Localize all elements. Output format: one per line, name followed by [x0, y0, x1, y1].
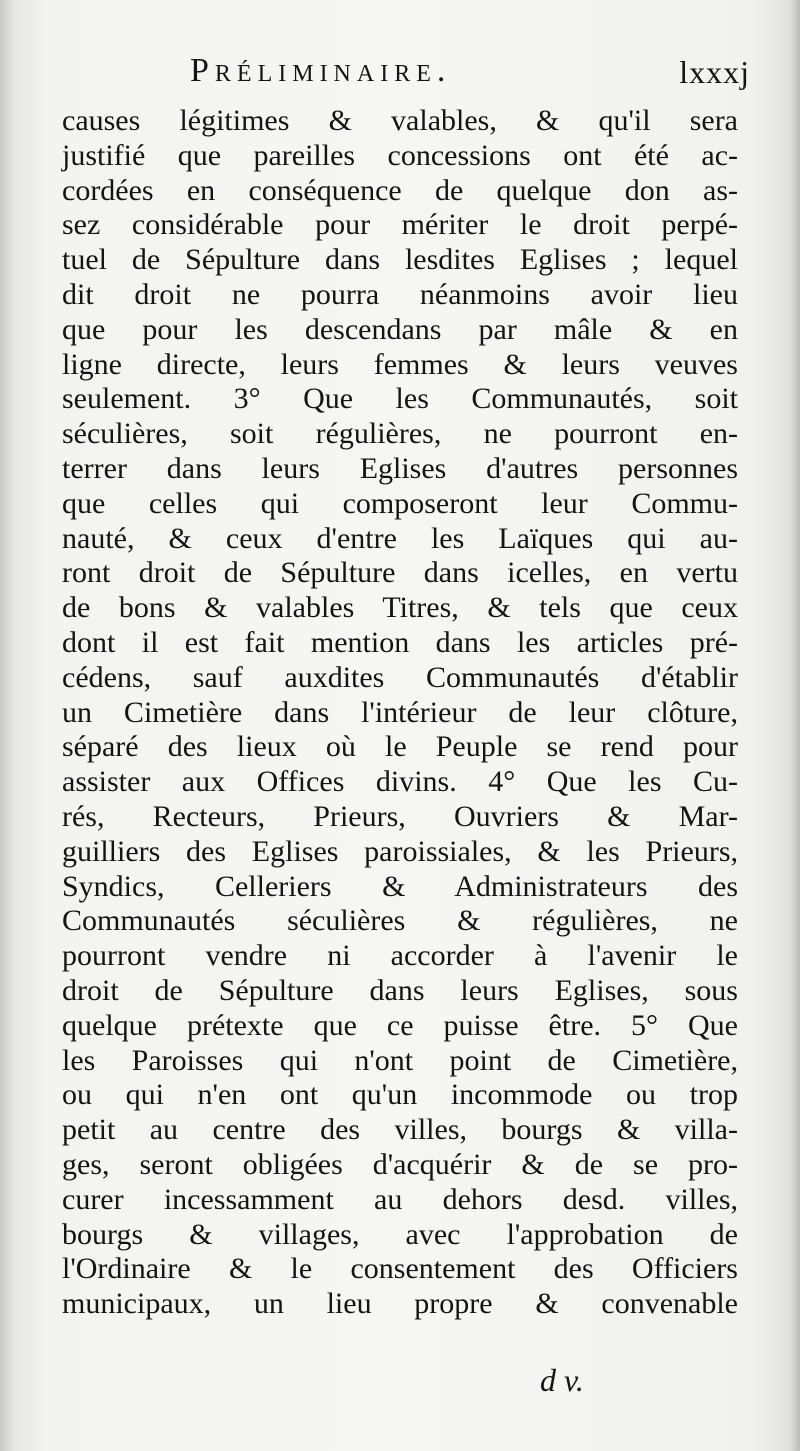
text-line: Communautés séculières & régulières, ne [62, 904, 738, 938]
text-line: ligne directe, leurs femmes & leurs veuves [62, 347, 738, 381]
text-line: justifié que pareilles concessions ont été ac- [62, 138, 738, 172]
text-line: un Cimetière dans l'intérieur de leur clôture, [62, 695, 738, 729]
text-line: bourgs & villages, avec l'approbation de [62, 1217, 738, 1251]
text-line: causes légitimes & valables, & qu'il sera [62, 104, 738, 137]
text-line: rés, Recteurs, Prieurs, Ouvriers & Mar- [62, 799, 738, 833]
text-line: dit droit ne pourra néanmoins avoir lieu [62, 277, 738, 311]
text-line: municipaux, un lieu propre & convenable [62, 1287, 738, 1321]
text-line: dont il est fait mention dans les articles pré- [62, 625, 738, 659]
text-line: pourront vendre ni accorder à l'avenir le [62, 939, 738, 973]
text-line: les Paroisses qui n'ont point de Cimetière, [62, 1043, 738, 1077]
text-line: ront droit de Sépulture dans icelles, en vertu [62, 556, 738, 590]
text-line: nauté, & ceux d'entre les Laïques qui au- [62, 521, 738, 555]
text-line: que celles qui composeront leur Commu- [62, 486, 738, 520]
text-line: cédens, sauf auxdites Communautés d'établir [62, 660, 738, 694]
text-line: quelque prétexte que ce puisse être. 5° Que [62, 1008, 738, 1042]
text-line: curer incessamment au dehors desd. villes, [62, 1182, 738, 1216]
text-line: séculières, soit régulières, ne pourront en- [62, 417, 738, 451]
text-line: seulement. 3° Que les Communautés, soit [62, 382, 738, 416]
text-line: sez considérable pour mériter le droit perpé- [62, 208, 738, 242]
page-left-shadow [0, 0, 14, 1451]
text-line: droit de Sépulture dans leurs Eglises, sous [62, 973, 738, 1007]
body-text [62, 104, 738, 1322]
text-line: petit au centre des villes, bourgs & villa- [62, 1113, 738, 1147]
text-line: ou qui n'en ont qu'un incommode ou trop [62, 1078, 738, 1112]
text-line: Syndics, Celleriers & Administrateurs des [62, 869, 738, 903]
text-line: tuel de Sépulture dans lesdites Eglises ; lequel [62, 243, 738, 277]
text-line: de bons & valables Titres, & tels que ceux [62, 591, 738, 625]
text-line: cordées en conséquence de quelque don as- [62, 173, 738, 207]
page-right-shadow [790, 0, 800, 1451]
text-line: terrer dans leurs Eglises d'autres personnes [62, 451, 738, 485]
text-line: assister aux Offices divins. 4° Que les Cu- [62, 765, 738, 799]
running-head: Préliminaire. [190, 52, 452, 89]
text-line: ges, seront obligées d'acquérir & de se pro- [62, 1147, 738, 1181]
text-line: que pour les descendans par mâle & en [62, 312, 738, 346]
text-line: l'Ordinaire & le consentement des Officiers [62, 1252, 738, 1286]
text-line: guilliers des Eglises paroissiales, & les Prieurs, [62, 834, 738, 868]
text-line: séparé des lieux où le Peuple se rend pour [62, 730, 738, 764]
signature-mark: d v. [540, 1362, 584, 1398]
page-number: lxxxj [679, 54, 750, 90]
page-header [190, 52, 750, 102]
